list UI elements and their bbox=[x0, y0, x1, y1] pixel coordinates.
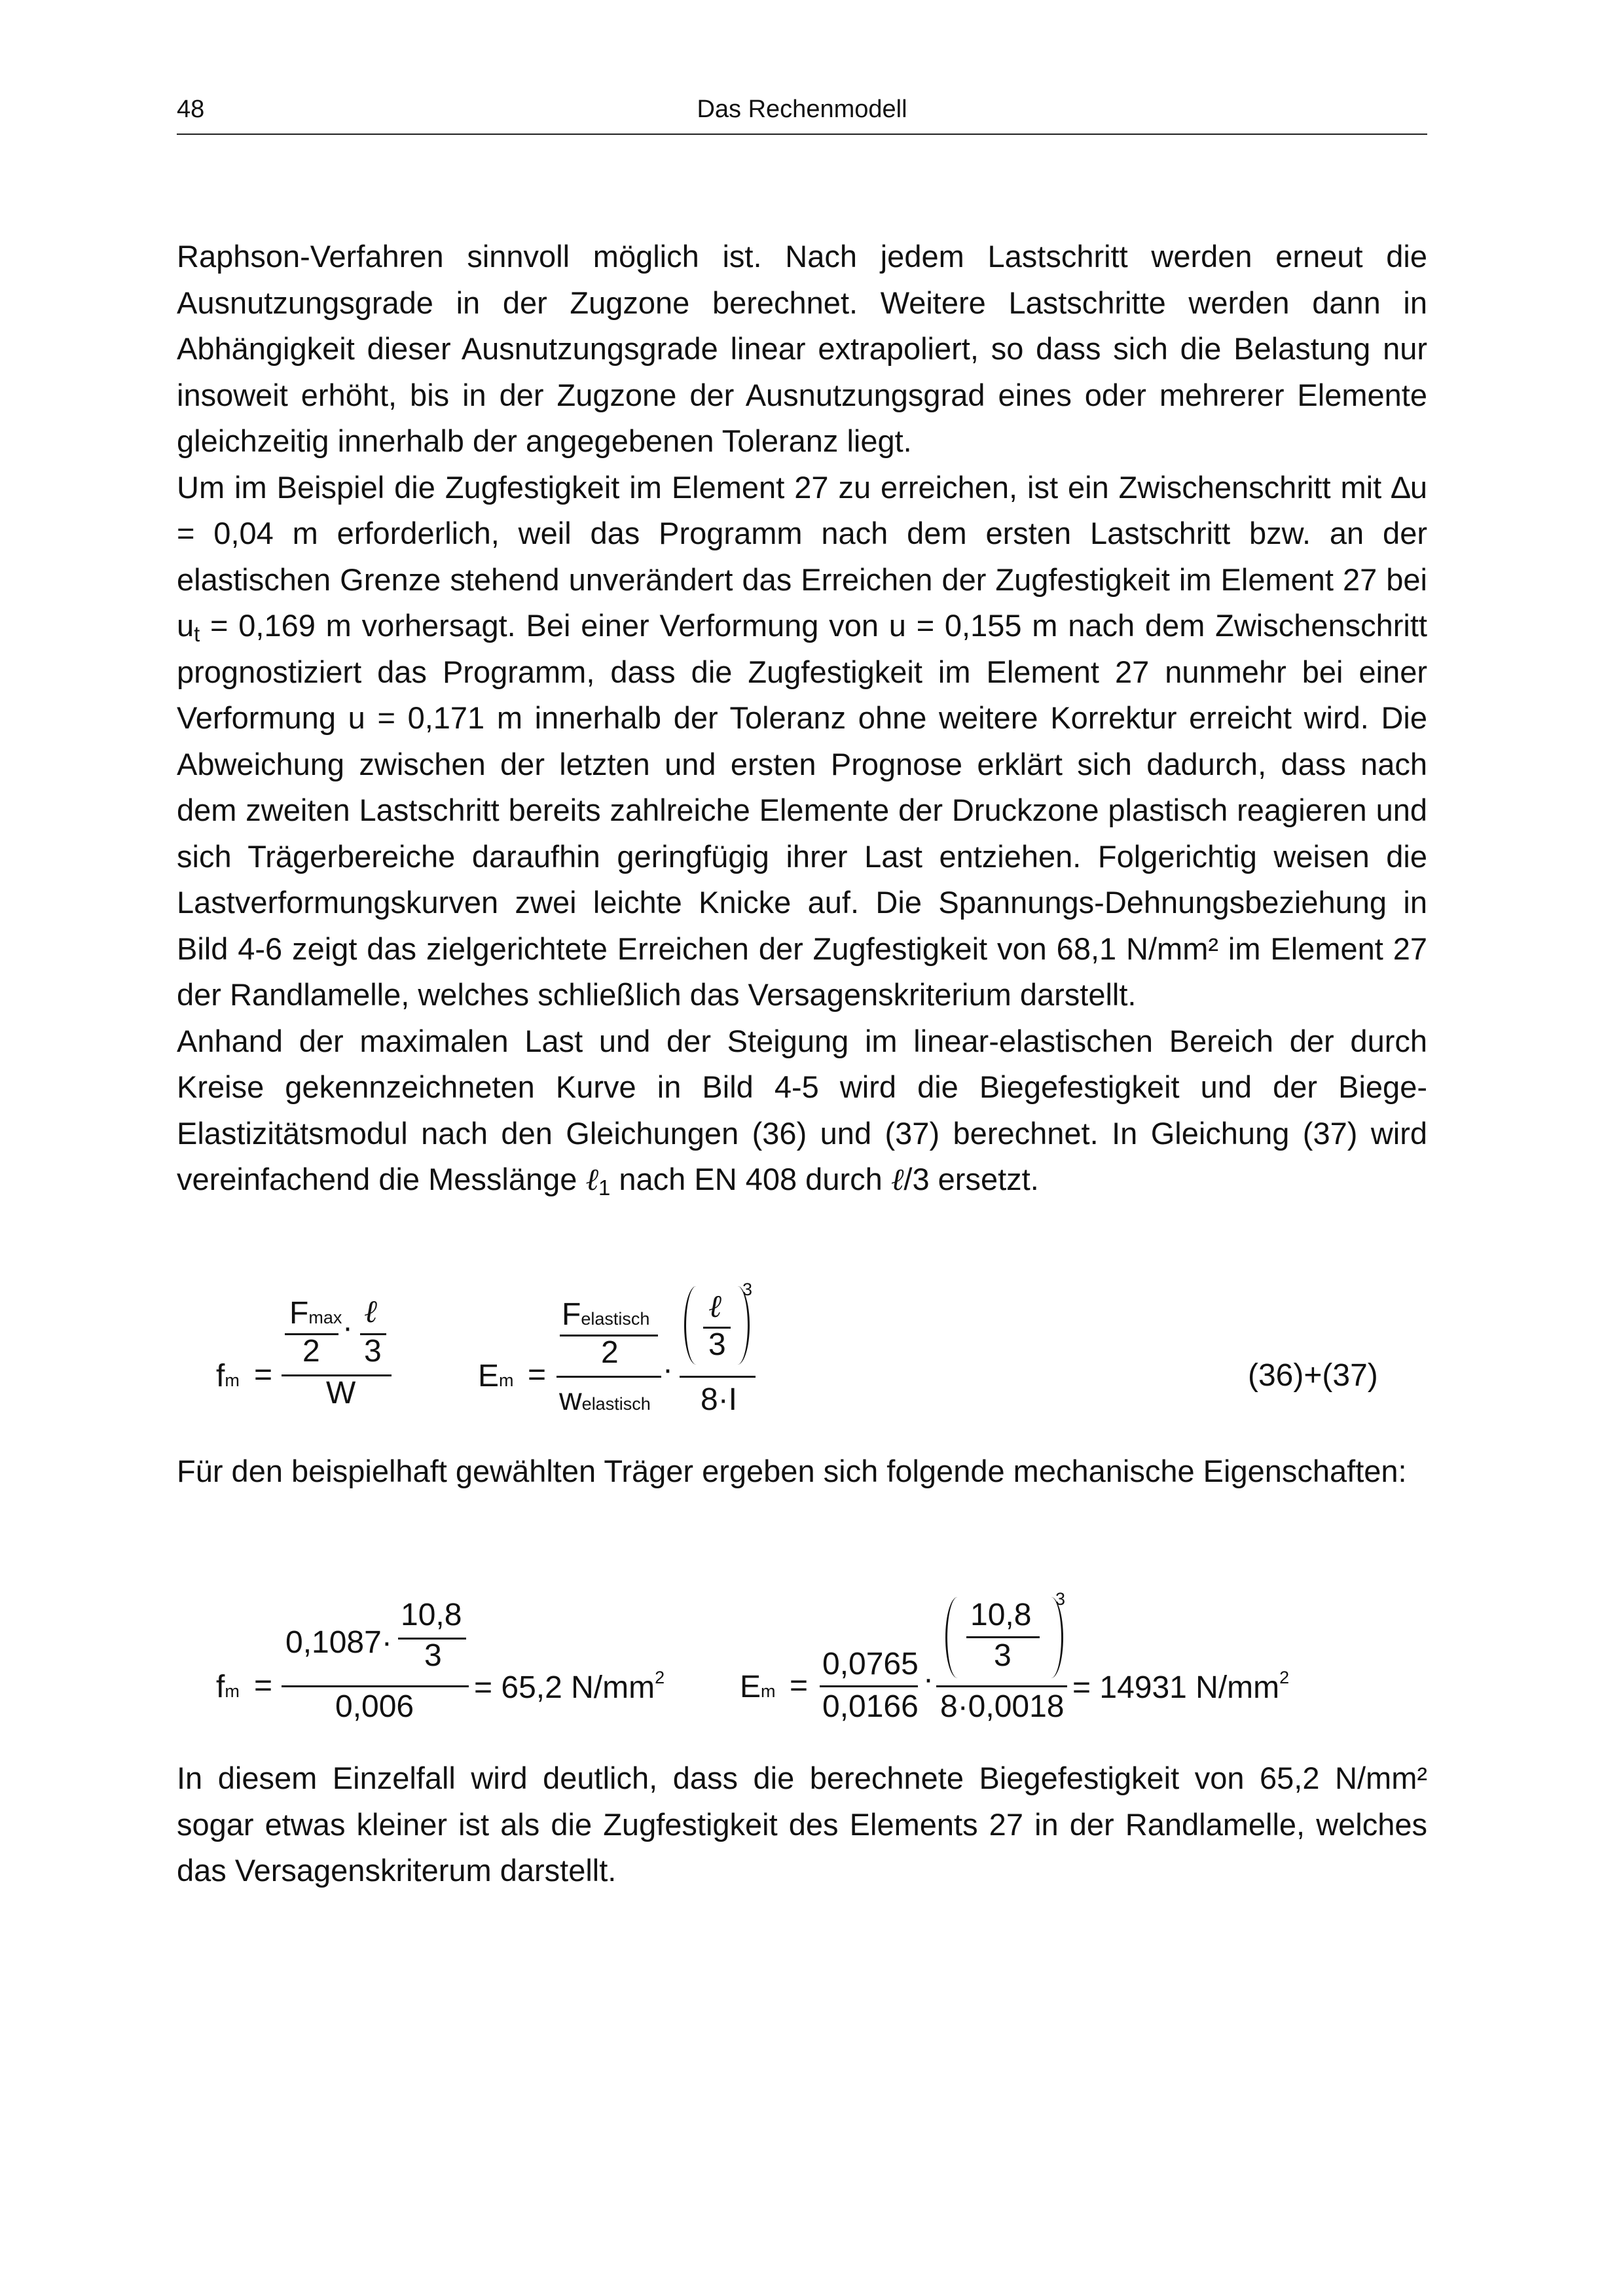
calc-f-lhs-sub: m bbox=[225, 1681, 240, 1701]
left-paren bbox=[945, 1597, 966, 1678]
left-paren bbox=[684, 1286, 704, 1365]
eq36-lhs-sub: m bbox=[225, 1371, 240, 1390]
eq37-denominator: 8·I bbox=[701, 1382, 738, 1417]
calc-E-result-sup: 2 bbox=[1279, 1668, 1290, 1687]
calc-f-denominator: 0,006 bbox=[335, 1689, 414, 1724]
calc-bending-strength bbox=[216, 1597, 740, 1741]
eq37-w: w bbox=[559, 1382, 582, 1417]
calc-E-equals: = bbox=[790, 1668, 809, 1703]
calc-E-fraction-bar-2 bbox=[936, 1685, 1067, 1687]
calc-f-coefficient: 0,1087· bbox=[285, 1625, 392, 1660]
eq37-w-sub: elastisch bbox=[581, 1394, 651, 1414]
calc-E-denominator-2: 8·0,0018 bbox=[940, 1689, 1065, 1724]
equation-37 bbox=[478, 1280, 792, 1430]
calc-elastic-modulus bbox=[740, 1584, 1329, 1741]
eq36-dot: · bbox=[342, 1310, 353, 1345]
paragraph-3-part-a: Anhand der maximalen Last und der Steigung im linear-elastischen Bereich der durch Kreise gekennzeichneten Kurve in Bild 4-5 wird die Biegefestigkeit und der Biege-Elastizitätsmodul nach den Gleichungen (36) und (37) berechnet. In Gleichung (37) wird vereinfachend die Messlänge bbox=[177, 1023, 1427, 1196]
eq37-lhs: E bbox=[478, 1359, 500, 1393]
eq37-equals: = bbox=[528, 1357, 547, 1392]
eq37-F: F bbox=[562, 1297, 581, 1332]
eq36-two: 2 bbox=[302, 1334, 320, 1369]
paragraph-4: Für den beispielhaft gewählten Träger ergeben sich folgende mechanische Eigenschaften: bbox=[177, 1454, 1407, 1488]
calc-f-inner-numerator: 10,8 bbox=[401, 1598, 462, 1632]
eq37-dot: · bbox=[663, 1352, 673, 1387]
calc-f-inner-denominator: 3 bbox=[424, 1638, 442, 1673]
calc-E-paren-denominator: 3 bbox=[994, 1638, 1012, 1673]
calc-E-fraction-bar-1 bbox=[820, 1685, 918, 1687]
running-title: Das Rechenmodell bbox=[697, 96, 907, 123]
calc-E-lhs: E bbox=[740, 1670, 761, 1704]
calc-E-paren-numerator: 10,8 bbox=[970, 1598, 1032, 1632]
eq36-ell: ℓ bbox=[364, 1295, 377, 1329]
paragraph-3 bbox=[177, 1018, 1427, 1204]
paragraph-1: Raphson-Verfahren sinnvoll möglich ist. Nach jedem Lastschritt werden erneut die Ausnutzungsgrade in der Zugzone berechnet. Weitere Lastschritte werden dann in Abhängigkeit dieser Ausnutzungsgrade linear extrapoliert, so dass sich die Belastung nur insoweit erhöht, bis in der Zugzone der Ausnutzungsgrad eines oder mehrerer Elemente gleichzeitig innerhalb der angegebenen Toleranz liegt. bbox=[177, 239, 1427, 458]
calc-E-result: = 14931 N/mm bbox=[1072, 1670, 1280, 1705]
calc-E-denominator-1: 0,0166 bbox=[822, 1689, 919, 1724]
subscript-t: t bbox=[194, 622, 200, 647]
calc-E-lhs-sub: m bbox=[761, 1681, 776, 1701]
calc-E-exponent: 3 bbox=[1055, 1589, 1066, 1609]
eq36-F-sub: max bbox=[308, 1308, 342, 1327]
eq37-exponent: 3 bbox=[742, 1280, 753, 1299]
eq36-W: W bbox=[326, 1376, 356, 1410]
paragraph-3-part-c: /3 ersetzt. bbox=[903, 1162, 1039, 1196]
calc-E-dot: · bbox=[923, 1662, 934, 1696]
ell-symbol: ℓ bbox=[585, 1163, 599, 1197]
eq36-three: 3 bbox=[364, 1334, 382, 1369]
calc-f-result-sup: 2 bbox=[655, 1668, 665, 1687]
calc-f-lhs: f bbox=[216, 1670, 225, 1704]
equation-36 bbox=[216, 1293, 412, 1424]
paragraph-3-part-b: nach EN 408 durch bbox=[610, 1162, 891, 1196]
eq36-equals: = bbox=[254, 1357, 273, 1392]
paragraph-2 bbox=[177, 465, 1427, 1018]
page-number: 48 bbox=[177, 96, 205, 123]
eq36-F: F bbox=[289, 1296, 309, 1331]
eq37-ell: ℓ bbox=[708, 1289, 721, 1324]
page-header bbox=[177, 90, 1427, 135]
calc-E-numerator-1: 0,0765 bbox=[822, 1647, 919, 1681]
subscript-1: 1 bbox=[598, 1175, 611, 1200]
paragraph-5: In diesem Einzelfall wird deutlich, dass die berechnete Biegefestigkeit von 65,2 N/mm² sogar etwas kleiner ist als die Zugfestigkeit des Elements 27 in der Randlamelle, welches das Versagenskriterum darstellt. bbox=[177, 1761, 1427, 1888]
eq36-lhs: f bbox=[216, 1359, 225, 1393]
equation-number: (36)+(37) bbox=[1248, 1358, 1378, 1393]
eq37-two: 2 bbox=[601, 1335, 619, 1370]
calc-f-result: = 65,2 N/mm bbox=[474, 1670, 655, 1705]
paragraph-2-part-a: Um im Beispiel die Zugfestigkeit im Element 27 zu erreichen, ist ein Zwischenschritt mit ∆u = 0,04 m erforderlich, weil das Programm nach dem ersten Lastschritt bzw. an der elastischen Grenze stehend unverändert das Erreichen der Zugfestigkeit im Element 27 bei u bbox=[177, 469, 1427, 643]
body-text-top bbox=[177, 234, 1427, 1204]
paragraph-2-part-b: = 0,169 m vorhersagt. Bei einer Verformung von u = 0,155 m nach dem Zwischenschritt prognostiziert das Programm, dass die Zugfestigkeit im Element 27 nunmehr bei einer Verformung u = 0,171 m innerhalb der Toleranz ohne weitere Korrektur erreicht wird. Die Abweichung zwischen der letzten und ersten Prognose erklärt sich dadurch, dass nach dem zweiten Lastschritt bereits zahlreiche Elemente der Druckzone plastisch reagieren und sich Trägerbereiche daraufhin geringfügig ihrer Last entziehen. Folgerichtig weisen die Lastverformungskurven zwei leichte Knicke auf. Die Spannungs-Dehnungsbeziehung in Bild 4-6 zeigt das zielgerichtete Erreichen der Zugfestigkeit von 68,1 N/mm² im Element 27 der Randlamelle, welches schließlich das Versagenskriterium darstellt. bbox=[177, 608, 1427, 1012]
calc-f-equals: = bbox=[254, 1668, 273, 1703]
eq37-lhs-sub: m bbox=[499, 1371, 514, 1390]
calc-f-main-fraction-bar bbox=[282, 1685, 469, 1687]
eq37-three: 3 bbox=[708, 1327, 726, 1362]
eq37-F-sub: elastisch bbox=[581, 1309, 650, 1329]
eq37-main-fraction-bar-1 bbox=[556, 1376, 661, 1378]
ell-symbol-2: ℓ bbox=[890, 1163, 904, 1197]
eq37-main-fraction-bar-2 bbox=[680, 1376, 756, 1378]
